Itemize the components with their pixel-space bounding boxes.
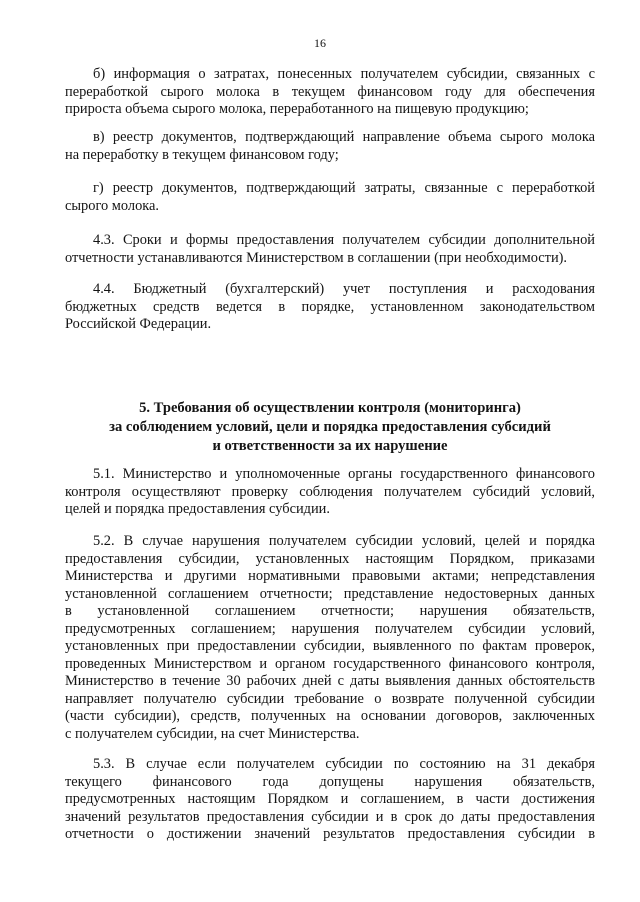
paragraph-item-v: [65, 129, 595, 164]
text-line: 4.4. Бюджетный (бухгалтерский) учет поступления и расходования: [93, 281, 595, 297]
text-line: (части субсидии), средств, полученных на основании договоров, заключенных: [65, 708, 595, 724]
text-line: отчетности о достижении значений результатов предоставления субсидии в: [65, 826, 595, 842]
text-line: текущего финансового года допущены нарушения обязательств,: [65, 773, 595, 790]
text-line: 5.3. В случае если получателем субсидии по состоянию на 31 декабря: [93, 756, 595, 772]
heading-line: и ответственности за их нарушение: [212, 438, 448, 454]
paragraph-clause-5-3: [65, 756, 595, 844]
text-line: предусмотренных настоящим Порядком и соглашением, в части достижения: [65, 791, 595, 807]
text-line: переработкой сырого молока в текущем финансовом году для обеспечения: [65, 83, 595, 100]
text-line: отчетности устанавливаются Министерством в соглашении (при необходимости).: [65, 249, 568, 266]
text-line: г) реестр документов, подтверждающий затраты, связанные с переработкой: [93, 180, 595, 196]
paragraph-item-b: [65, 66, 595, 119]
text-line: предусмотренных соглашением; нарушения получателем субсидии условий,: [65, 620, 595, 637]
text-line: предоставления субсидии, установленных настоящим Порядком, приказами: [65, 550, 595, 567]
heading-line: 5. Требования об осуществлении контроля (мониторинга): [139, 400, 521, 416]
page-number: 16: [314, 36, 326, 50]
text-line: бюджетных средств ведется в порядке, установленном законодательством: [65, 298, 595, 315]
text-line: прироста объема сырого молока, переработанного на пищевую продукцию;: [65, 101, 529, 117]
paragraph-clause-4-4: [65, 281, 595, 334]
text-line: 5.2. В случае нарушения получателем субсидии условий, целей и порядка: [93, 533, 595, 549]
text-line: установленной соглашением отчетности; представление недостоверных данных: [65, 585, 595, 602]
text-line: в) реестр документов, подтверждающий направление объема сырого молока: [93, 129, 595, 145]
text-line: в установленной соглашением отчетности; нарушения обязательств,: [65, 603, 595, 619]
text-line: контроля осуществляют проверку соблюдения получателем субсидий условий,: [65, 483, 595, 500]
text-line: проведенных Министерством и органом государственного финансового контроля,: [65, 655, 595, 672]
text-line: установленных при предоставлении субсидии, выявленного по фактам проверок,: [65, 638, 595, 654]
text-line: 4.3. Сроки и формы предоставления получателем субсидии дополнительной: [93, 232, 595, 248]
text-line: сырого молока.: [65, 197, 160, 214]
text-line: Министерства и другими нормативными правовыми актами; непредставления: [65, 568, 595, 584]
paragraph-clause-4-3: [65, 232, 595, 267]
text-line: с получателем субсидии, на счет Министерства.: [65, 725, 360, 742]
paragraph-item-g: [65, 180, 595, 215]
heading-line: за соблюдением условий, цели и порядка предоставления субсидий: [109, 419, 551, 435]
text-line: на переработку в текущем финансовом году;: [65, 146, 339, 163]
text-line: б) информация о затратах, понесенных получателем субсидии, связанных с: [93, 66, 595, 82]
paragraph-clause-5-1: [65, 466, 595, 519]
text-line: значений результатов предоставления субсидии и в срок до даты предоставления: [65, 808, 595, 825]
text-line: Министерство в течение 30 рабочих дней с даты выявления данных обстоятельств: [65, 673, 595, 689]
section-heading: [65, 399, 595, 456]
paragraph-clause-5-2: [65, 533, 595, 743]
text-line: Российской Федерации.: [65, 316, 212, 332]
text-line: направляет получателю субсидии требование о возврате полученной субсидии: [65, 690, 595, 707]
text-line: целей и порядка предоставления субсидии.: [65, 501, 330, 517]
text-line: 5.1. Министерство и уполномоченные органы государственного финансового: [93, 466, 595, 482]
